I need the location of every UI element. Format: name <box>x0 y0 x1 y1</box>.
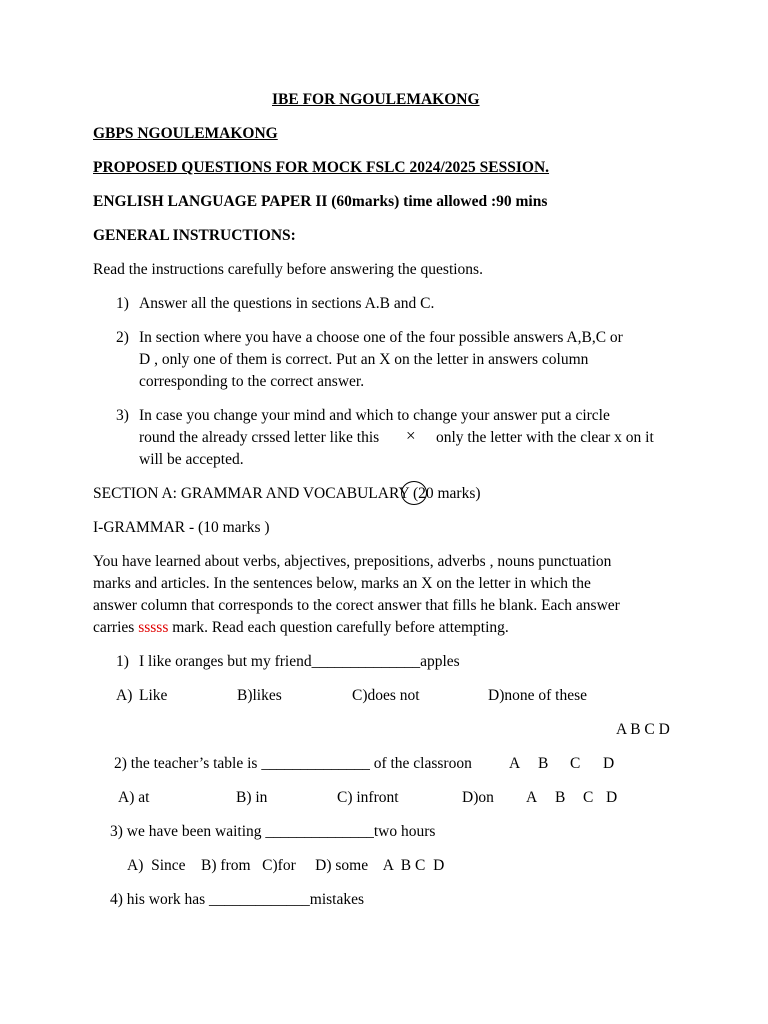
section-intro-line <box>93 617 509 639</box>
circle-example-shape <box>401 481 427 505</box>
paper-title: ENGLISH LANGUAGE PAPER II (60marks) time allowed :90 mins <box>93 193 548 210</box>
answer-letter: C <box>583 789 594 806</box>
answer-letter: D <box>603 755 615 772</box>
answer-letter: A <box>509 755 521 772</box>
option-label: D)none of these <box>488 687 587 704</box>
instruction-number: 3) <box>116 407 129 424</box>
option-label: B) in <box>236 789 268 806</box>
option-label: A) <box>116 687 133 704</box>
option-label: D)on <box>462 789 494 806</box>
intro-text: carries <box>93 619 135 636</box>
instruction-text: corresponding to the correct answer. <box>139 373 365 390</box>
answer-letter: C <box>570 755 581 772</box>
answer-letter: B <box>538 755 549 772</box>
instruction-text: In section where you have a choose one of the four possible answers A,B,C or <box>139 329 623 346</box>
option-label: Like <box>139 687 168 704</box>
section-a-title: SECTION A: GRAMMAR AND VOCABULARY (20 marks) <box>93 485 481 502</box>
instructions-intro: Read the instructions carefully before answering the questions. <box>93 261 483 278</box>
school-name: GBPS NGOULEMAKONG <box>93 125 278 142</box>
option-label: C)does not <box>352 687 420 704</box>
question-text: I like oranges but my friend______________apples <box>139 653 460 670</box>
answer-letter: D <box>606 789 618 806</box>
instruction-number: 2) <box>116 329 129 346</box>
cross-mark-icon: × <box>406 426 416 445</box>
instruction-text: Answer all the questions in sections A.B and C. <box>139 295 435 312</box>
question-text: 3) we have been waiting ______________two hours <box>110 823 436 840</box>
proposal-title: PROPOSED QUESTIONS FOR MOCK FSLC 2024/2025 SESSION. <box>93 159 550 176</box>
option-label: B)likes <box>237 687 282 704</box>
option-line: A) Since B) from C)for D) some A B C D <box>127 857 445 874</box>
answer-letter: A <box>526 789 538 806</box>
instruction-text: D , only one of them is correct. Put an X on the letter in answers column <box>139 351 589 368</box>
answer-columns: A B C D <box>616 721 670 738</box>
answer-letter: B <box>555 789 566 806</box>
instruction-text: In case you change your mind and which to change your answer put a circle <box>139 407 610 424</box>
section-intro-line: marks and articles. In the sentences below, marks an X on the letter in which the <box>93 575 591 592</box>
instruction-text: only the letter with the clear x on it <box>436 429 654 446</box>
instruction-text: round the already crssed letter like this <box>139 429 380 446</box>
question-text: 2) the teacher’s table is ______________ of the classroon <box>114 755 472 772</box>
intro-text: mark. Read each question carefully before attempting. <box>172 619 509 636</box>
option-label: A) at <box>118 789 150 806</box>
instruction-text: will be accepted. <box>139 451 244 468</box>
section-intro-line: answer column that corresponds to the corect answer that fills he blank. Each answer <box>93 597 620 614</box>
section-intro-line: You have learned about verbs, abjectives, prepositions, adverbs , nouns punctuation <box>93 553 612 570</box>
instructions-heading: GENERAL INSTRUCTIONS: <box>93 227 296 244</box>
question-number: 1) <box>116 653 129 670</box>
instruction-number: 1) <box>116 295 129 312</box>
institution-title: IBE FOR NGOULEMAKONG <box>272 91 480 108</box>
question-text: 4) his work has _____________mistakes <box>110 891 365 908</box>
marks-placeholder: sssss <box>138 619 169 636</box>
option-label: C) infront <box>337 789 399 806</box>
grammar-subtitle: I-GRAMMAR - (10 marks ) <box>93 519 270 536</box>
